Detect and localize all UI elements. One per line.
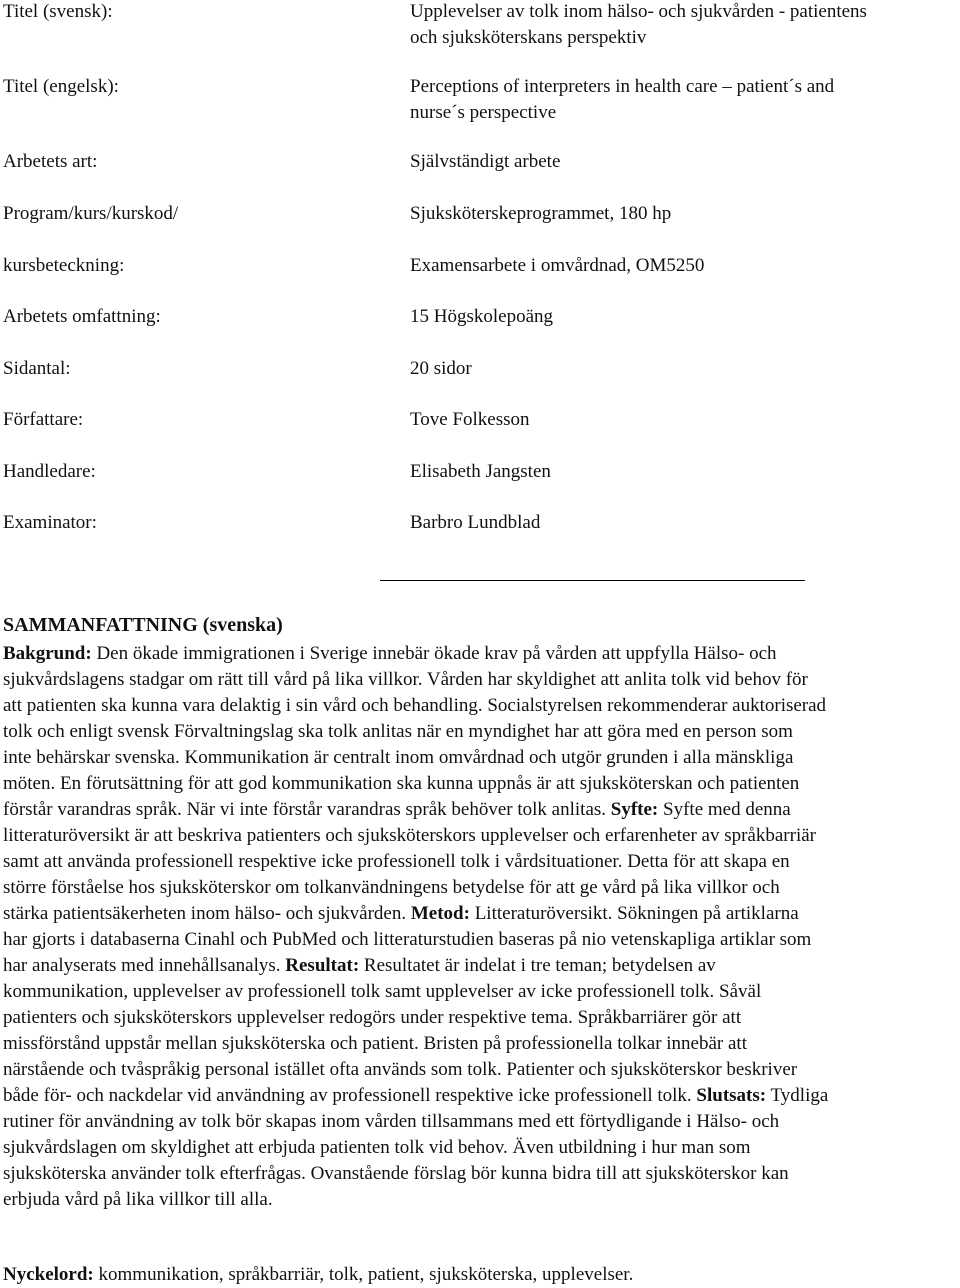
summary-text: har gjorts i databaserna Cinahl och PubMed och litteraturstudien baseras på nio vetenskapliga artiklar som	[3, 929, 812, 950]
summary-line	[3, 1161, 958, 1187]
section-label: Syfte:	[610, 799, 659, 820]
summary-text: närstående och tvåspråkig personal istället ofta används som tolk. Patienter och sjuksköterskor beskriver	[3, 1059, 798, 1080]
meta-label: Program/kurs/kurskod/	[3, 203, 179, 224]
meta-value-line: Upplevelser av tolk inom hälso- och sjukvården - patientens	[410, 1, 867, 22]
summary-text: sjukvårdslagens stadgar om rätt till vård på lika villkor. Vården har skyldighet att anlita tolk vid behov för	[3, 669, 808, 690]
summary-text: förstår varandras språk. När vi inte förstår varandras språk behöver tolk anlitas.	[3, 799, 611, 820]
summary-line	[3, 1109, 958, 1135]
summary-text: sjuksköterska använder tolk efterfrågas. Ovanstående förslag bör kunna bidra till att sjuksköterskor kan	[3, 1163, 789, 1184]
divider	[380, 580, 805, 581]
meta-value-line: nurse´s perspective	[410, 102, 557, 123]
summary-line	[3, 1031, 958, 1057]
summary-line	[3, 693, 958, 719]
meta-value	[410, 459, 551, 485]
summary-text: att patienten ska kunna vara delaktig i sin vård och behandling. Socialstyrelsen rekommenderar auktoriserad	[3, 695, 827, 716]
meta-label: Arbetets art:	[3, 151, 98, 172]
summary-line	[3, 1135, 958, 1161]
meta-value	[410, 407, 530, 433]
summary-line	[3, 901, 958, 927]
summary-line	[3, 1005, 958, 1031]
summary-text: har analyserats med innehållsanalys.	[3, 955, 286, 976]
summary-text: inte behärskar svenska. Kommunikation är centralt inom omvårdnad och utgör grunden i alla mänskliga	[3, 747, 794, 768]
summary-text: Syfte med denna	[658, 799, 791, 820]
summary-line	[3, 1057, 958, 1083]
summary-line	[3, 745, 958, 771]
summary-line	[3, 849, 958, 875]
summary-line	[3, 1187, 958, 1213]
summary-text: större förståelse hos sjuksköterskor om tolkanvändningens betydelse för att ge vård på lika villkor och	[3, 877, 780, 898]
summary-heading: SAMMANFATTNING (svenska)	[3, 614, 283, 636]
keywords	[3, 1262, 633, 1288]
summary-text: tolk och enligt svensk Förvaltningslag ska tolk anlitas när en myndighet har att göra med en person som	[3, 721, 793, 742]
summary-line	[3, 927, 958, 953]
summary-text: Tydliga	[766, 1085, 829, 1106]
meta-value-line: Elisabeth Jangsten	[410, 461, 551, 482]
meta-value	[410, 149, 560, 175]
meta-value-line: Perceptions of interpreters in health care – patient´s and	[410, 76, 835, 97]
summary-text: Litteraturöversikt. Sökningen på artiklarna	[469, 903, 799, 924]
meta-value-line: Examensarbete i omvårdnad, OM5250	[410, 255, 705, 276]
summary-text: Den ökade immigrationen i Sverige innebär ökade krav på vården att uppfylla Hälso- och	[91, 643, 777, 664]
meta-value-line: Självständigt arbete	[410, 151, 561, 172]
meta-label: kursbeteckning:	[3, 255, 125, 276]
summary-text: möten. En förutsättning för att god kommunikation ska kunna uppnås är att sjuksköterskan och patienten	[3, 773, 800, 794]
summary-text: patienters och sjuksköterskors upplevelser redogörs under respektive tema. Språkbarriärer gör att	[3, 1007, 742, 1028]
summary-line	[3, 875, 958, 901]
summary-line	[3, 797, 958, 823]
meta-value-line: 15 Högskolepoäng	[410, 306, 554, 327]
meta-value-line: och sjuksköterskans perspektiv	[410, 27, 647, 48]
meta-label: Författare:	[3, 409, 84, 430]
summary-text: sjukvårdslagen om skyldighet att erbjuda patienten tolk vid behov. Även utbildning i hur man som	[3, 1137, 751, 1158]
summary-line	[3, 641, 958, 667]
summary-text: litteraturöversikt är att beskriva patienters och sjuksköterskors upplevelser och erfarenheter av språkbarriär	[3, 825, 816, 846]
section-label: Resultat:	[285, 955, 360, 976]
meta-label: Handledare:	[3, 461, 96, 482]
summary-text: kommunikation, upplevelser av professionell tolk samt upplevelser av icke professionell tolk. Såväl	[3, 981, 762, 1002]
keywords-text: kommunikation, språkbarriär, tolk, patient, sjuksköterska, upplevelser.	[93, 1264, 634, 1285]
meta-value	[410, 253, 704, 279]
summary-text: stärka patientsäkerheten inom hälso- och sjukvården.	[3, 903, 411, 924]
summary-line	[3, 823, 958, 849]
keywords-label: Nyckelord:	[3, 1264, 94, 1285]
summary-line	[3, 1083, 958, 1109]
summary-text: missförstånd uppstår mellan sjuksköterska och patient. Bristen på professionella tolkar innebär att	[3, 1033, 747, 1054]
meta-label: Arbetets omfattning:	[3, 306, 161, 327]
meta-value-line: Barbro Lundblad	[410, 512, 541, 533]
summary-line	[3, 953, 958, 979]
meta-value-line: 20 sidor	[410, 358, 472, 379]
summary-text: erbjuda vård på lika villkor till alla.	[3, 1189, 273, 1210]
summary-text: rutiner för användning av tolk bör skapas inom vården tillsammans med ett förtydligande i Hälso- och	[3, 1111, 780, 1132]
section-label: Bakgrund:	[3, 643, 92, 664]
meta-value-line: Sjuksköterskeprogrammet, 180 hp	[410, 203, 672, 224]
meta-value-line: Tove Folkesson	[410, 409, 530, 430]
meta-label: Sidantal:	[3, 358, 71, 379]
summary-body	[3, 641, 958, 1213]
summary-text: både för- och nackdelar vid användning av professionell respektive icke professionell tolk.	[3, 1085, 697, 1106]
summary-text: Resultatet är indelat i tre teman; betydelsen av	[359, 955, 716, 976]
section-label: Metod:	[410, 903, 470, 924]
meta-value	[410, 510, 540, 536]
meta-label: Examinator:	[3, 512, 97, 533]
summary-line	[3, 979, 958, 1005]
meta-value	[410, 0, 867, 51]
summary-text: samt att använda professionell respektive icke professionell tolk i vårdsituationer. Detta för att skapa en	[3, 851, 790, 872]
meta-value	[410, 356, 472, 382]
meta-value	[410, 74, 834, 126]
meta-label: Titel (svensk):	[3, 1, 113, 22]
section-label: Slutsats:	[696, 1085, 767, 1106]
summary-line	[3, 667, 958, 693]
meta-value	[410, 201, 671, 227]
meta-value	[410, 304, 553, 330]
summary-line	[3, 719, 958, 745]
summary-line	[3, 771, 958, 797]
meta-label: Titel (engelsk):	[3, 76, 119, 97]
